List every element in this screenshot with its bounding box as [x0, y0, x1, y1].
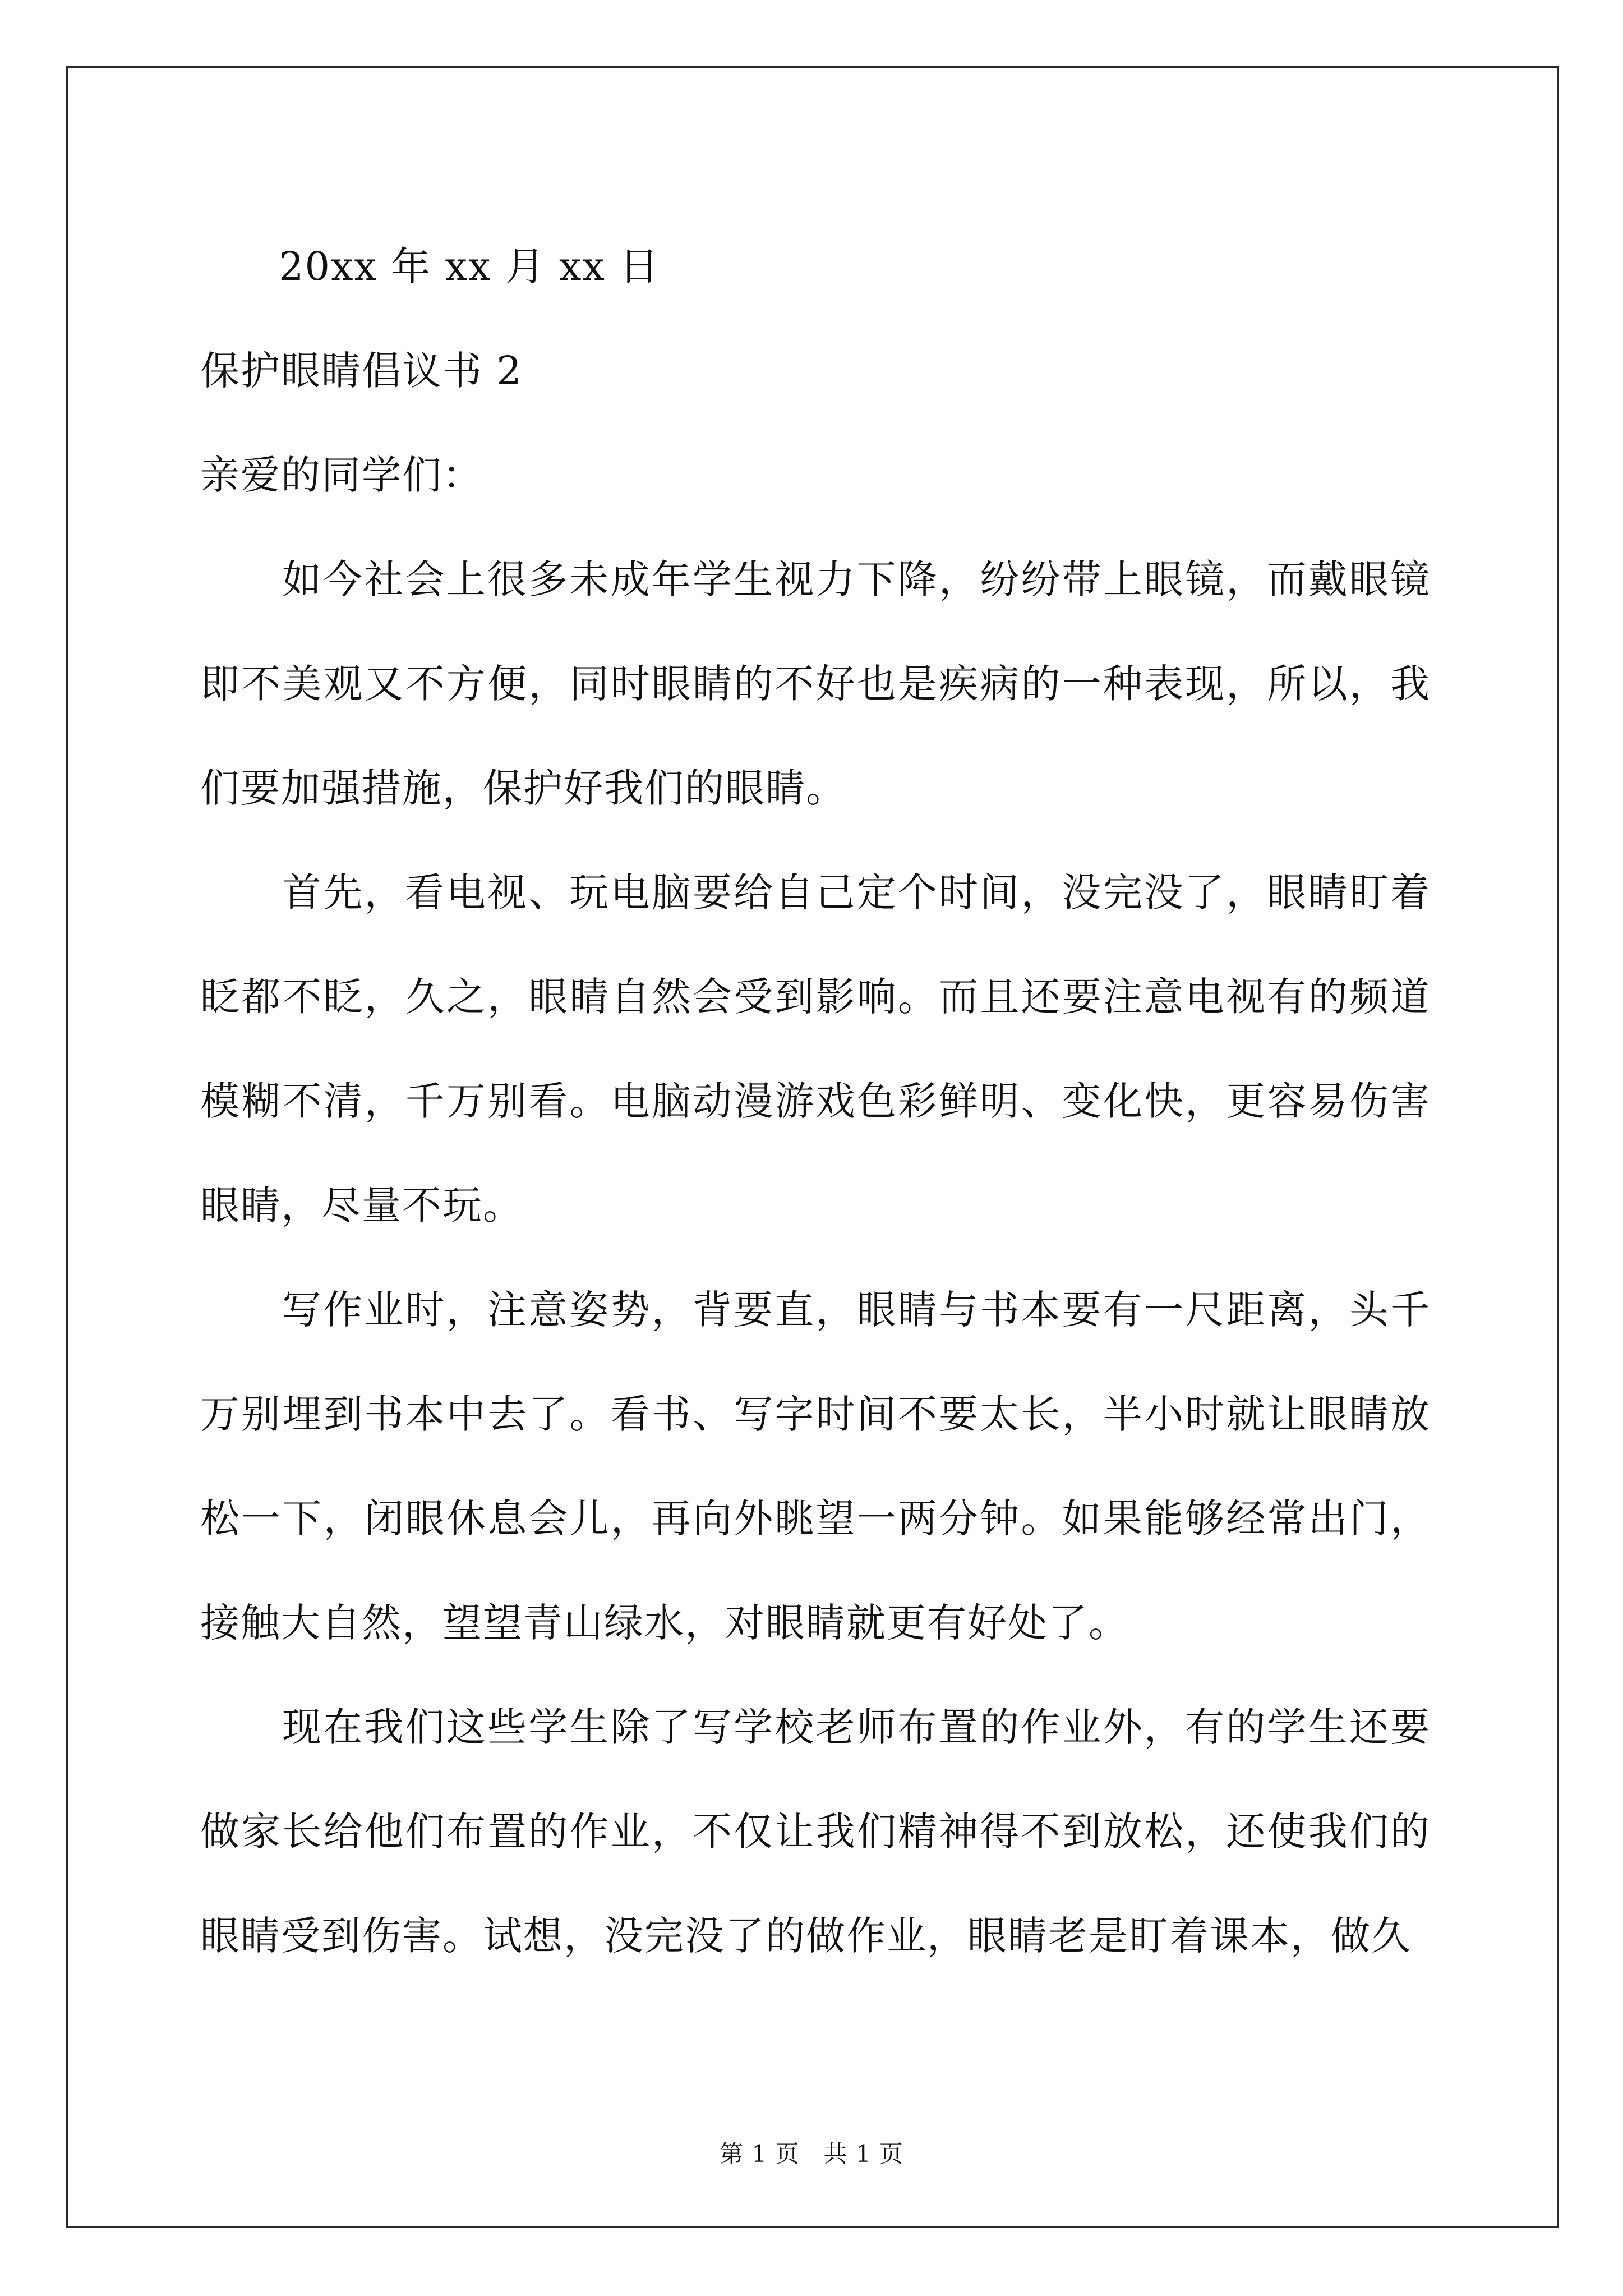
document-title: 保护眼睛倡议书 2 [200, 348, 523, 394]
paragraph-3: 写作业时，注意姿势，背要直，眼睛与书本要有一尺距离，头千万别埋到书本中去了。看书、写字时间不要太长，半小时就让眼睛放松一下，闭眼休息会儿，再向外眺望一两分钟。如果能够经常出门，接触大自然，望望青山绿水，对眼睛就更有好处了。 [200, 1287, 1431, 1646]
paragraph-1: 如今社会上很多未成年学生视力下降，纷纷带上眼镜，而戴眼镜即不美观又不方便，同时眼睛的不好也是疾病的一种表现，所以，我们要加强措施，保护好我们的眼睛。 [200, 556, 1431, 811]
date-line: 20xx 年 xx 月 xx 日 [279, 243, 660, 289]
page-footer: 第 1 页 共 1 页 [720, 2140, 903, 2168]
salutation: 亲爱的同学们： [200, 452, 483, 498]
paragraph-2: 首先，看电视、玩电脑要给自己定个时间，没完没了，眼睛盯着眨都不眨，久之，眼睛自然会受到影响。而且还要注意电视有的频道模糊不清，千万别看。电脑动漫游戏色彩鲜明、变化快，更容易伤害眼睛，尽量不玩。 [200, 869, 1431, 1228]
paragraph-4: 现在我们这些学生除了写学校老师布置的作业外，有的学生还要做家长给他们布置的作业，不仅让我们精神得不到放松，还使我们的眼睛受到伤害。试想，没完没了的做作业，眼睛老是盯着课本，做久 [200, 1704, 1431, 1959]
document-body [200, 214, 1431, 1988]
